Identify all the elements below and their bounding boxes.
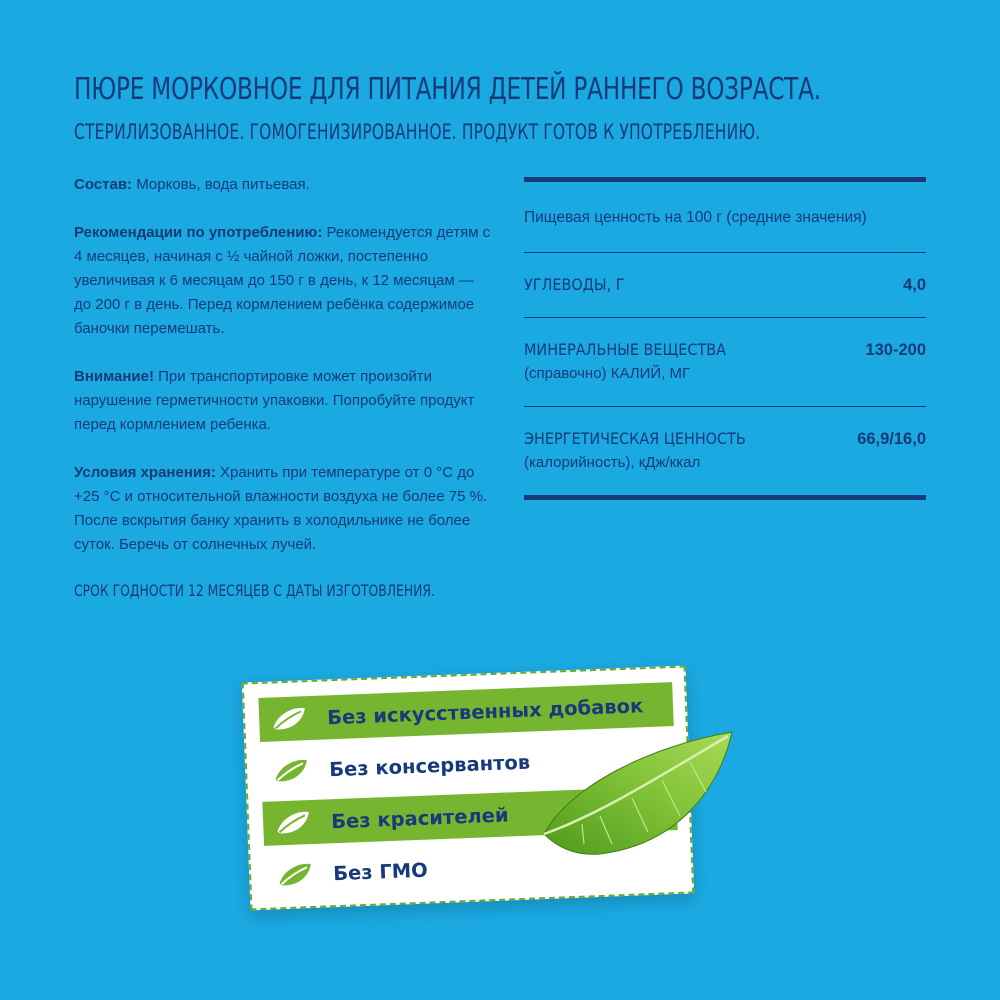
recommendations-label: Рекомендации по употреблению: [74, 224, 323, 241]
attention-label: Внимание! [74, 368, 154, 385]
badge-text: Без консервантов [328, 750, 531, 781]
composition-label: Состав: [74, 176, 133, 193]
nutrition-row-minerals [524, 317, 926, 406]
green-leaf-icon [540, 726, 740, 866]
badge-text: Без красителей [330, 802, 509, 833]
leaf-icon [275, 858, 316, 892]
badge-text: Без ГМО [332, 858, 429, 885]
nutrition-row-value: 130-200 [865, 341, 926, 359]
shelf-life: СРОК ГОДНОСТИ 12 МЕСЯЦЕВ С ДАТЫ ИЗГОТОВЛЕНИЯ. [74, 581, 435, 600]
nutrition-row-label: МИНЕРАЛЬНЫЕ ВЕЩЕСТВА [524, 340, 726, 359]
nutrition-row-value: 4,0 [903, 276, 926, 294]
nutrition-row-label: УГЛЕВОДЫ, Г [524, 275, 625, 294]
recommendations-paragraph [74, 221, 494, 341]
recommendations-text: Рекомендуется детям с 4 месяцев, начиная с ½ чайной ложки, постепенно увеличивая к 6 месяцам до 150 г в день, к 12 месяцам — до 200 г в день. Перед кормлением ребёнка содержимое баночки перемешать. [74, 224, 491, 337]
nutrition-table [524, 177, 926, 500]
attention-text: При транспортировке может произойти нарушение герметичности упаковки. Попробуйте продукт перед кормлением ребенка. [74, 368, 475, 433]
nutrition-row-sublabel: (справочно) КАЛИЙ, МГ [524, 365, 691, 382]
product-subtitle: СТЕРИЛИЗОВАННОЕ. ГОМОГЕНИЗИРОВАННОЕ. ПРОДУКТ ГОТОВ К УПОТРЕБЛЕНИЮ. [74, 120, 761, 144]
storage-text: Хранить при температуре от 0 °С до +25 °С и относительной влажности воздуха не более 75 %. После вскрытия банку хранить в холодильнике не более суток. Беречь от солнечных лучей. [74, 464, 488, 553]
nutrition-row-label: ЭНЕРГЕТИЧЕСКАЯ ЦЕННОСТЬ [524, 429, 746, 448]
leaf-icon [269, 702, 310, 736]
table-bottom-rule [524, 495, 926, 500]
attention-paragraph [74, 365, 494, 437]
leaf-icon [271, 754, 312, 788]
info-column [74, 173, 494, 603]
nutrition-row-sublabel: (калорийность), кДж/ккал [524, 454, 701, 471]
storage-paragraph [74, 461, 494, 557]
composition-text: Морковь, вода питьевая. [132, 176, 310, 193]
nutrition-row-value: 66,9/16,0 [857, 430, 926, 448]
badge-text: Без искусственных добавок [326, 693, 644, 729]
nutrition-row-energy [524, 406, 926, 495]
product-title: ПЮРЕ МОРКОВНОЕ ДЛЯ ПИТАНИЯ ДЕТЕЙ РАННЕГО ВОЗРАСТА. [74, 72, 821, 107]
composition-paragraph [74, 173, 494, 197]
leaf-icon [273, 806, 314, 840]
storage-label: Условия хранения: [74, 464, 216, 481]
nutrition-row-carbs [524, 252, 926, 317]
nutrition-header: Пищевая ценность на 100 г (средние значения) [524, 209, 867, 226]
